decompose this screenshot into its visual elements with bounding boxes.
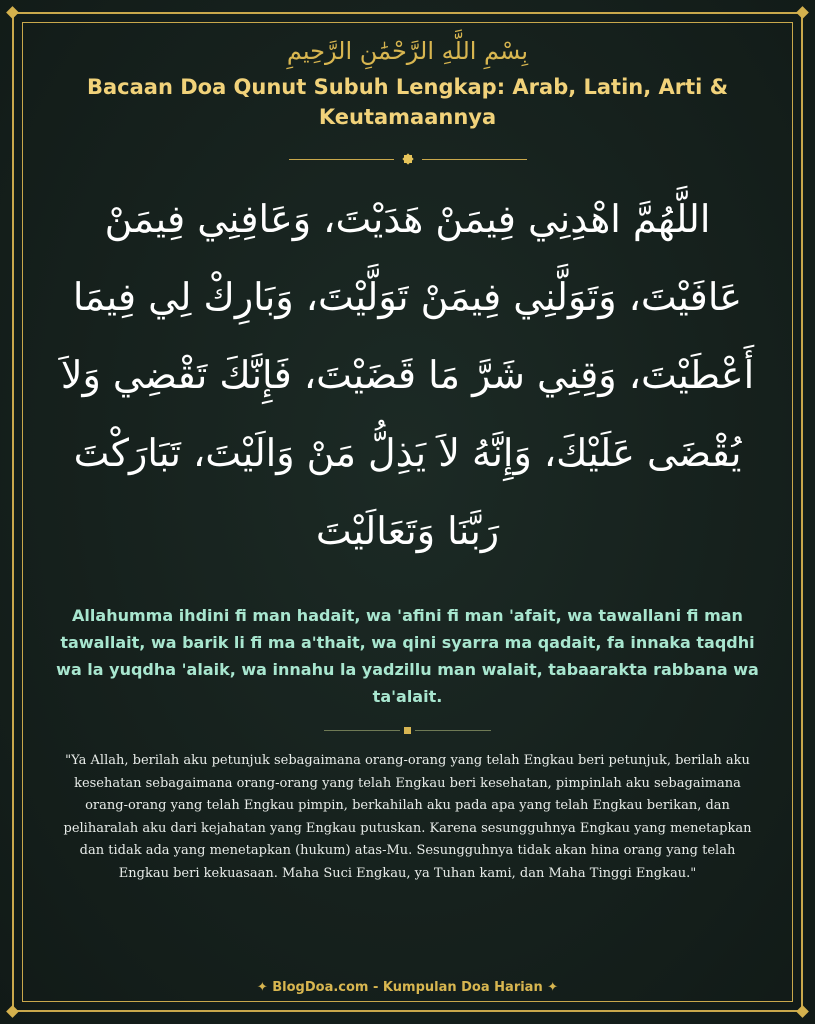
divider-line-right	[415, 730, 491, 731]
divider-line-right	[422, 159, 527, 160]
divider-line-left	[324, 730, 400, 731]
divider-line-left	[289, 159, 394, 160]
page-title: Bacaan Doa Qunut Subuh Lengkap: Arab, Latin, Arti & Keutamaannya	[86, 75, 729, 129]
indonesian-translation: "Ya Allah, berilah aku petunjuk sebagaimana orang-orang yang telah Engkau beri petunjuk, berilah aku kesehatan sebagaimana orang-orang yang telah Engkau beri kesehatan, pimpinlah aku sebagaimana orang-orang yang telah Engkau pimpin, berkahilah aku pada apa yang telah Engkau berikan, dan peliharalah aku dari kejahatan yang Engkau putuskan. Karena sesungguhnya Engkau yang menetapkan dan tidak ada yang menetapkan (hukum) atas-Mu. Sesungguhnya tidak akan hina orang yang telah Engkau beri kekuasaan. Maha Suci Engkau, ya Tuhan kami, dan Maha Tinggi Engkau."	[63, 753, 752, 881]
star-ornament-icon	[402, 153, 414, 165]
card-content	[40, 30, 775, 885]
footer-credit: ✦ BlogDoa.com - Kumpulan Doa Harian ✦	[256, 980, 559, 995]
latin-transliteration: Allahumma ihdini fi man hadait, wa 'afini fi man 'afait, wa tawallani fi man tawallait, wa barik li fi ma a'thait, wa qini syarra ma qadait, fa innaka taqdhi wa la yuqdha 'alaik, wa innahu la yadzillu man walait, tabaarakta rabbana wa ta'alait.	[56, 606, 759, 706]
basmala: بِسْمِ اللَّهِ الرَّحْمَٰنِ الرَّحِيمِ	[286, 37, 529, 65]
arabic-prayer-text: اللَّهُمَّ اهْدِنِي فِيمَنْ هَدَيْتَ، وَعَافِنِي فِيمَنْ عَافَيْتَ، وَتَوَلَّنِي فِيمَنْ تَوَلَّيْتَ، وَبَارِكْ لِي فِيمَا أَعْطَيْتَ، وَقِنِي شَرَّ مَا قَضَيْتَ، فَإِنَّكَ تَقْضِي وَلاَ يُقْضَى عَلَيْكَ، وَإِنَّهُ لاَ يَذِلُّ مَنْ وَالَيْتَ، تَبَارَكْتَ رَبَّنَا وَتَعَالَيْتَ	[60, 197, 755, 553]
section-divider	[40, 724, 775, 736]
ornament-divider	[40, 152, 775, 166]
square-ornament-icon	[404, 727, 411, 734]
